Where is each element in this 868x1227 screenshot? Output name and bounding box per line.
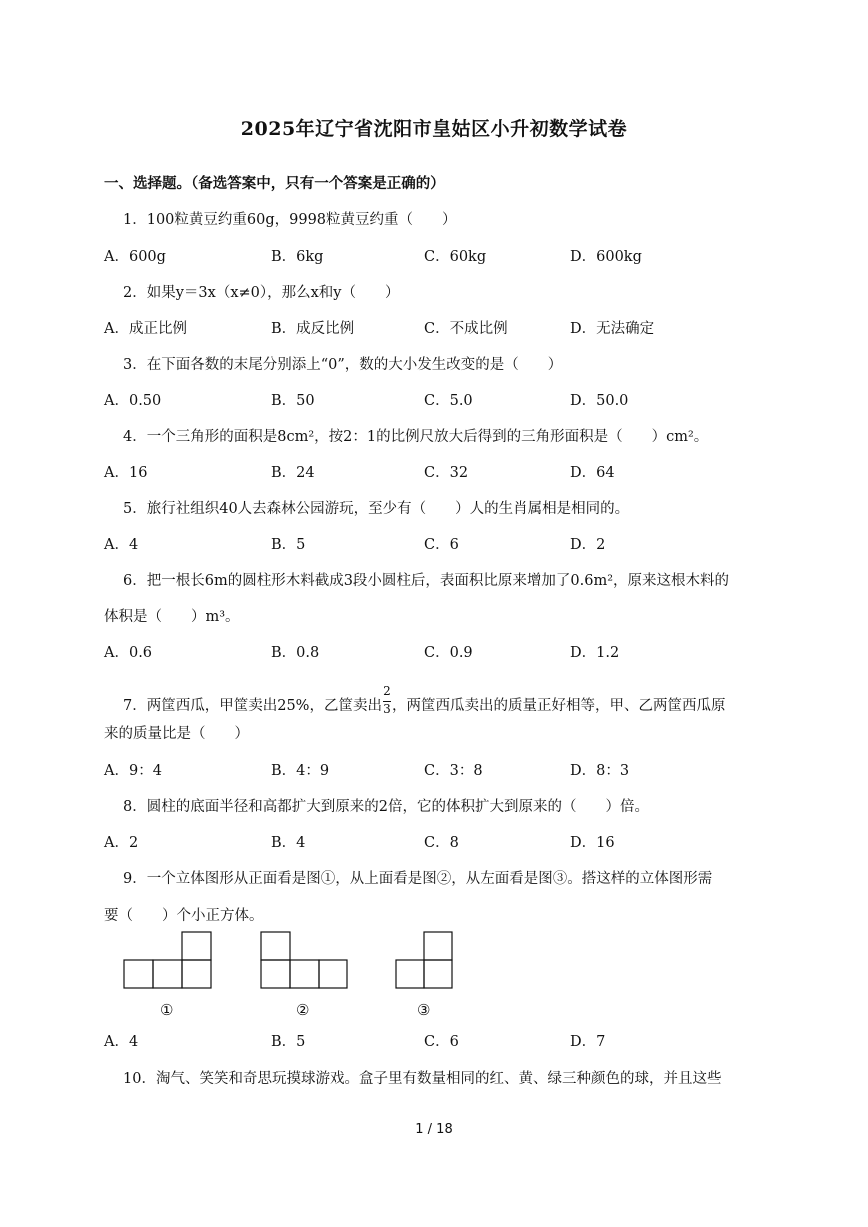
question-9: 9．一个立体图形从正面看是图①，从上面看是图②，从左面看是图③。搭这样的立体图形需 [123, 871, 713, 887]
option-c: C．0.9 [424, 645, 473, 661]
option-b: B．4：9 [271, 763, 330, 779]
question-5-options [104, 533, 764, 555]
front-view-figure [124, 932, 211, 988]
question-4: 4．一个三角形的面积是8cm²，按2：1的比例尺放大后得到的三角形面积是（ ）cm²。 [123, 429, 709, 445]
option-c: C．8 [424, 835, 459, 851]
option-b: B．5 [271, 537, 306, 553]
option-c: C．32 [424, 465, 469, 481]
page-number: 1 / 18 [415, 1122, 453, 1137]
question-10: 10．淘气、笑笑和奇思玩摸球游戏。盒子里有数量相同的红、黄、绿三种颜色的球，并且这些 [123, 1071, 722, 1087]
option-d: D．7 [570, 1034, 606, 1050]
option-c: C．60kg [424, 249, 487, 265]
question-7 [123, 684, 726, 716]
option-a: A．9：4 [104, 763, 162, 779]
page-title: 2025年辽宁省沈阳市皇姑区小升初数学试卷 [240, 118, 628, 140]
option-b: B．24 [271, 465, 315, 481]
question-7-part1: 7．两筐西瓜，甲筐卖出25%，乙筐卖出 [123, 698, 382, 714]
question-3: 3．在下面各数的末尾分别添上“0”，数的大小发生改变的是（ ） [123, 357, 563, 373]
option-a: A．成正比例 [104, 321, 187, 337]
question-7-line2: 来的质量比是（ ） [104, 726, 249, 742]
question-8-options [104, 831, 764, 853]
option-a: A．16 [104, 465, 148, 481]
figure-label-1: ① [160, 1001, 174, 1019]
fraction-numerator: 2 [383, 684, 391, 698]
question-2-options [104, 317, 764, 339]
option-a: A．2 [104, 835, 139, 851]
option-d: D．600kg [570, 249, 642, 265]
question-7-part2: ，两筐西瓜卖出的质量正好相等，甲、乙两筐西瓜原 [391, 698, 726, 714]
option-d: D．无法确定 [570, 321, 655, 337]
option-c: C．5.0 [424, 393, 473, 409]
option-d: D．16 [570, 835, 615, 851]
option-a: A．4 [104, 537, 139, 553]
section-heading: 一、选择题。（备选答案中，只有一个答案是正确的） [104, 175, 445, 192]
option-b: B．6kg [271, 249, 324, 265]
option-b: B．0.8 [271, 645, 320, 661]
question-9-line2: 要（ ）个小正方体。 [104, 908, 264, 924]
side-view-figure [396, 932, 452, 988]
option-a: A．0.50 [104, 393, 162, 409]
top-view-figure [261, 932, 347, 988]
option-b: B．5 [271, 1034, 306, 1050]
option-a: A．4 [104, 1034, 139, 1050]
question-6: 6．把一根长6m的圆柱形木料截成3段小圆柱后，表面积比原来增加了0.6m²，原来这根木料的 [123, 573, 730, 589]
option-a: A．600g [104, 249, 166, 265]
option-d: D．64 [570, 465, 615, 481]
option-c: C．3：8 [424, 763, 483, 779]
option-c: C．不成比例 [424, 321, 508, 337]
option-d: D．1.2 [570, 645, 620, 661]
question-2: 2．如果y＝3x（x≠0），那么x和y（ ） [123, 285, 400, 301]
option-c: C．6 [424, 1034, 459, 1050]
option-d: D．8：3 [570, 763, 630, 779]
question-4-options [104, 461, 764, 483]
option-b: B．4 [271, 835, 306, 851]
option-a: A．0.6 [104, 645, 153, 661]
option-c: C．6 [424, 537, 459, 553]
question-3-options [104, 389, 764, 411]
question-5: 5．旅行社组织40人去森林公园游玩，至少有（ ）人的生肖属相是相同的。 [123, 501, 630, 517]
option-d: D．50.0 [570, 393, 629, 409]
question-7-options [104, 759, 764, 781]
option-b: B．成反比例 [271, 321, 355, 337]
figure-label-2: ② [296, 1001, 310, 1019]
fraction-denominator: 3 [383, 702, 391, 716]
question-6-options [104, 641, 764, 663]
figure-label-3: ③ [417, 1001, 431, 1019]
question-6-line2: 体积是（ ）m³。 [104, 609, 240, 625]
question-8: 8．圆柱的底面半径和高都扩大到原来的2倍，它的体积扩大到原来的（ ）倍。 [123, 799, 649, 815]
question-1-options [104, 245, 764, 267]
option-d: D．2 [570, 537, 606, 553]
option-b: B．50 [271, 393, 315, 409]
question-1: 1．100粒黄豆约重60g，9998粒黄豆约重（ ） [123, 212, 457, 228]
question-9-options [104, 1030, 764, 1052]
